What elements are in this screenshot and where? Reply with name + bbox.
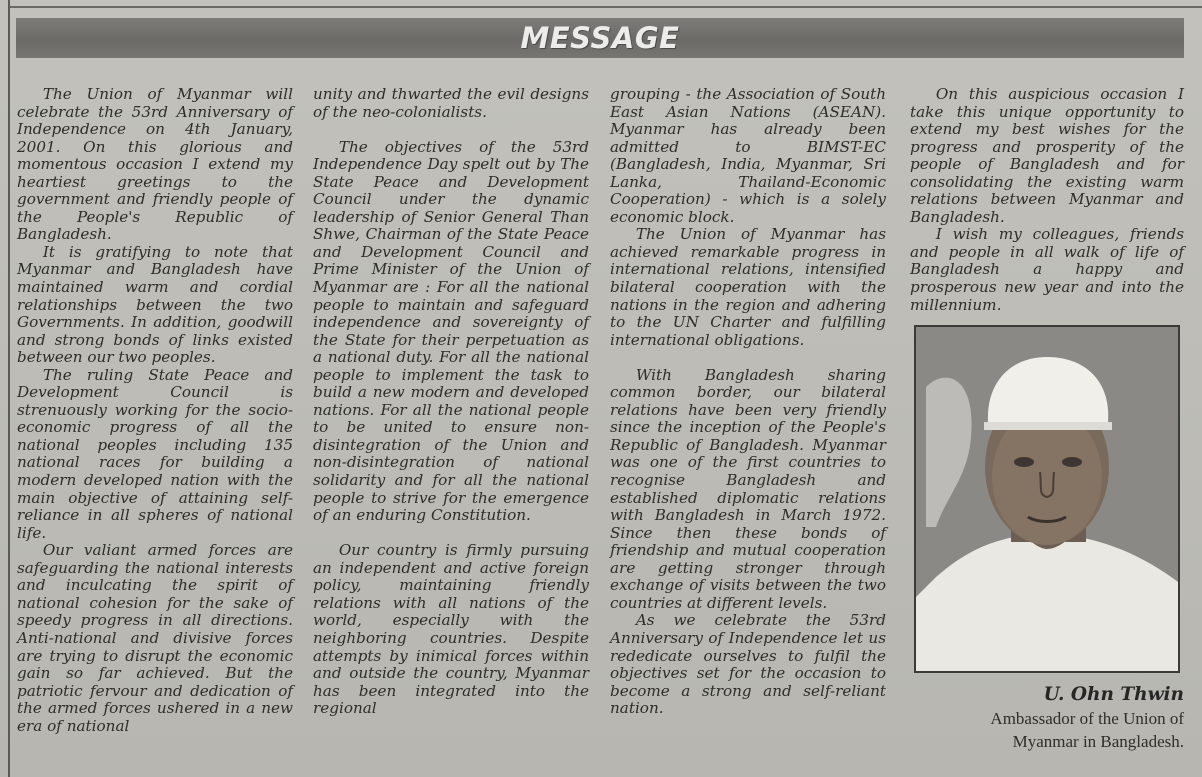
signatory-title-line: Myanmar in Bangladesh.	[1012, 732, 1184, 751]
paragraph: grouping - the Association of South East Asian Nations (ASEAN). Myanmar has already been admitted to BIMST-EC (Bangladesh, India, Myanmar, Sri Lanka, Thailand-Economic Cooperation) - which is a solely economic block.	[610, 85, 886, 226]
page-border-left	[8, 0, 10, 777]
paragraph: With Bangladesh sharing common border, our bilateral relations have been very friendly since the inception of the People's Republic of Bangladesh. Myanmar was one of the first countries to recognise Bangladesh and established diplomatic relations with Bangladesh in March 1972. Since then these bonds of friendship and mutual cooperation are getting stronger through exchange of visits between the two countries at different levels.	[610, 365, 886, 612]
paragraph: unity and thwarted the evil designs of the neo-colonialists.	[313, 85, 589, 121]
signatory-title	[914, 707, 1184, 753]
signatory-name: U. Ohn Thwin	[1043, 684, 1184, 705]
paragraph: The Union of Myanmar will celebrate the 53rd Anniversary of Independence on 4th January, 2001. On this glorious and momentous occasion I extend my heartiest greetings to the government and friendly people of the People's Republic of Bangladesh.	[17, 85, 293, 244]
paragraph: As we celebrate the 53rd Anniversary of Independence let us rededicate ourselves to fulfil the objectives set for the occasion to become a strong and self-reliant nation.	[610, 611, 886, 718]
paragraph: On this auspicious occasion I take this unique opportunity to extend my best wishes for the progress and prosperity of the people of Bangladesh and for consolidating the existing warm relations between Myanmar and Bangladesh.	[910, 85, 1184, 226]
signatory-title-line: Ambassador of the Union of	[990, 709, 1184, 728]
paragraph: Our valiant armed forces are safeguarding the national interests and inculcating the spirit of national cohesion for the sake of speedy progress in all directions. Anti-national and divisive forces are trying to disrupt the economic gain so far achieved. But the patriotic fervour and dedication of the armed forces ushered in a new era of national	[17, 541, 293, 735]
paragraph: The objectives of the 53rd Independence Day spelt out by The State Peace and Development Council under the dynamic leadership of Senior General Than Shwe, Chairman of the State Peace and Development Council and Prime Minister of the Union of Myanmar are : For all the national people to maintain and safeguard independence and sovereignty of the State for their perpetuation as a national duty. For all the national people to implement the task to build a new modern and developed nations. For all the national people to be united to ensure non-disintegration of the Union and non-disintegration of national solidarity and for all the national people to strive for the emergence of an enduring Constitution.	[313, 137, 589, 525]
paragraph: The ruling State Peace and Development Council is strenuously working for the socio-economic progress of all the national peoples including 135 national races for building a modern developed nation with the main objective of attaining self-reliance in all spheres of national life.	[17, 365, 293, 542]
page-border-top	[8, 6, 1202, 8]
text-column-4	[910, 86, 1184, 314]
message-banner	[16, 18, 1184, 58]
paragraph: I wish my colleagues, friends and people in all walk of life of Bangladesh a happy and prosperous new year and into the millennium.	[910, 225, 1184, 314]
ambassador-portrait-photo	[914, 325, 1180, 673]
text-column-1	[17, 86, 293, 735]
text-column-3	[610, 86, 886, 718]
paragraph: It is gratifying to note that Myanmar and Bangladesh have maintained warm and cordial relationships between the two Governments. In addition, goodwill and strong bonds of links existed between our two peoples.	[17, 242, 293, 367]
banner-title: MESSAGE	[520, 21, 680, 55]
paragraph: The Union of Myanmar has achieved remarkable progress in international relations, intensified bilateral cooperation with the nations in the region and adhering to the UN Charter and fulfilling international obligations.	[610, 225, 886, 349]
paragraph: Our country is firmly pursuing an independent and active foreign policy, maintaining friendly relations with all nations of the world, especially with the neighboring countries. Despite attempts by inimical forces within and outside the country, Myanmar has been integrated into the regional	[313, 541, 589, 718]
portrait-illustration	[916, 327, 1178, 671]
text-column-2	[313, 86, 589, 718]
